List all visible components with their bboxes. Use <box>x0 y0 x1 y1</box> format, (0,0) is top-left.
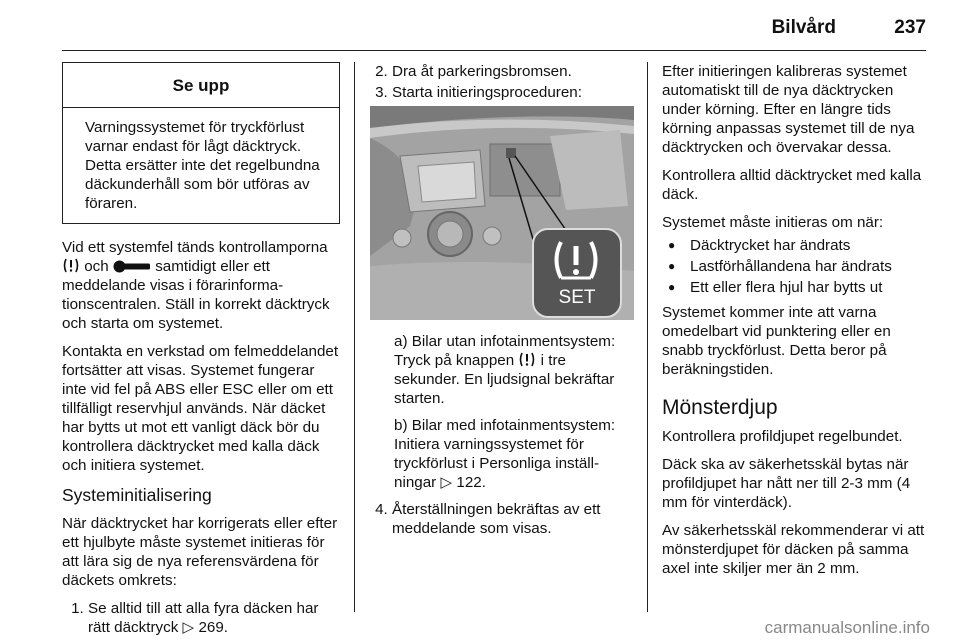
page-ref-arrow-icon: ▷ <box>182 619 195 636</box>
tire-pressure-warning-icon <box>518 351 536 368</box>
column-divider-1 <box>354 62 355 612</box>
paragraph: Kontrollera alltid däcktrycket med kalla däck. <box>662 167 922 203</box>
tire-pressure-warning-icon <box>551 238 601 282</box>
list-item: ● Däcktrycket har ändrats <box>690 236 928 255</box>
paragraph: Kontakta en verkstad om felmeddelandet fortsätter att visas. Systemet fungerar inte vid fel på ABS eller ESC eller om ett tillfälligt reservhjul används. När däcket har bytts ut mot ett vanligt däck bör du kontrollera däcktrycket med kalla däck och initiera systemet. <box>62 343 339 474</box>
column-2 <box>370 62 634 540</box>
caution-text: Varningssystemet för tryckförlust varnar endast för lågt däcktryck. Detta ersätter inte det regelbundna däckunderhåll som bör utföras av föraren. <box>85 119 320 212</box>
header-rule <box>62 50 926 51</box>
step-list <box>370 500 634 538</box>
caution-title: Se upp <box>63 63 339 108</box>
abs-brake-icon <box>113 259 151 274</box>
page-number: 237 <box>894 17 926 38</box>
step-4: 4. Återställningen bekräftas av ett meddelande som visas. <box>392 500 634 538</box>
paragraph: När däcktrycket har korrigerats eller efter ett hjulbyte måste systemet initieras för att lära sig de nya referensvärdena för däckets omkrets: <box>62 515 338 589</box>
paragraph: Kontrollera profildjupet regelbundet. <box>662 428 903 445</box>
caution-box <box>62 62 340 224</box>
paragraph: Systemet kommer inte att varna omedelbart vid punktering eller en snabb tryckförlust. Detta beror på beräkningstiden. <box>662 304 891 378</box>
paragraph: Efter initieringen kalibreras systemet automatiskt till de nya däcktrycken under körning. Efter en längre tids körning anpassas systemet till de nya däcktrycken och övervakar dessa. <box>662 63 915 156</box>
bullet-list <box>662 236 928 297</box>
step-3: 3. Starta initieringsproceduren: <box>392 83 634 102</box>
section-title: Bilvård <box>771 17 836 38</box>
substep-b: b) Bilar med infotainmentsystem: Initiera varningssystemet för tryckförlust i Personliga inställningar ▷ 122. <box>394 417 616 491</box>
list-item: ● Ett eller flera hjul har bytts ut <box>690 278 928 297</box>
substep-a: a) Bilar utan infotainmentsystem: Tryck på knappen i tre sekunder. En ljudsignal bekräftar starten. <box>394 333 616 407</box>
paragraph: Vid ett systemfel tänds kontrollamporna och samtidigt eller ett meddelande visas i förarinformationscentralen. Ställ in korrekt däcktryck och starta om systemet. <box>62 239 330 332</box>
paragraph: Systemet måste initieras om när: <box>662 214 884 231</box>
paragraph: Däck ska av säkerhetsskäl bytas när profildjupet har nått ner till 2-3 mm (4 mm för vinterdäck). <box>662 456 911 511</box>
column-divider-2 <box>647 62 648 612</box>
tire-pressure-warning-icon <box>62 257 80 274</box>
section-heading: Mönsterdjup <box>662 396 778 419</box>
step-2: 2. Dra åt parkeringsbromsen. <box>392 62 634 81</box>
section-heading: Systeminitialisering <box>62 485 212 505</box>
page-ref-arrow-icon: ▷ <box>440 474 453 491</box>
dashboard-set-button-figure <box>370 106 634 320</box>
set-label: SET <box>558 287 596 308</box>
column-1 <box>62 62 340 639</box>
column-3 <box>662 62 928 587</box>
step-list <box>62 599 340 637</box>
step-1: 1. Se alltid till att alla fyra däcken har rätt däcktryck ▷ 269. <box>88 599 340 637</box>
watermark: carmanualsonline.info <box>764 618 930 637</box>
step-list <box>370 62 634 102</box>
paragraph: Av säkerhetsskäl rekommenderar vi att mönsterdjupet för däcken på samma axel inte skiljer mer än 2 mm. <box>662 522 925 577</box>
list-item: ● Lastförhållandena har ändrats <box>690 257 928 276</box>
set-button <box>532 228 622 318</box>
